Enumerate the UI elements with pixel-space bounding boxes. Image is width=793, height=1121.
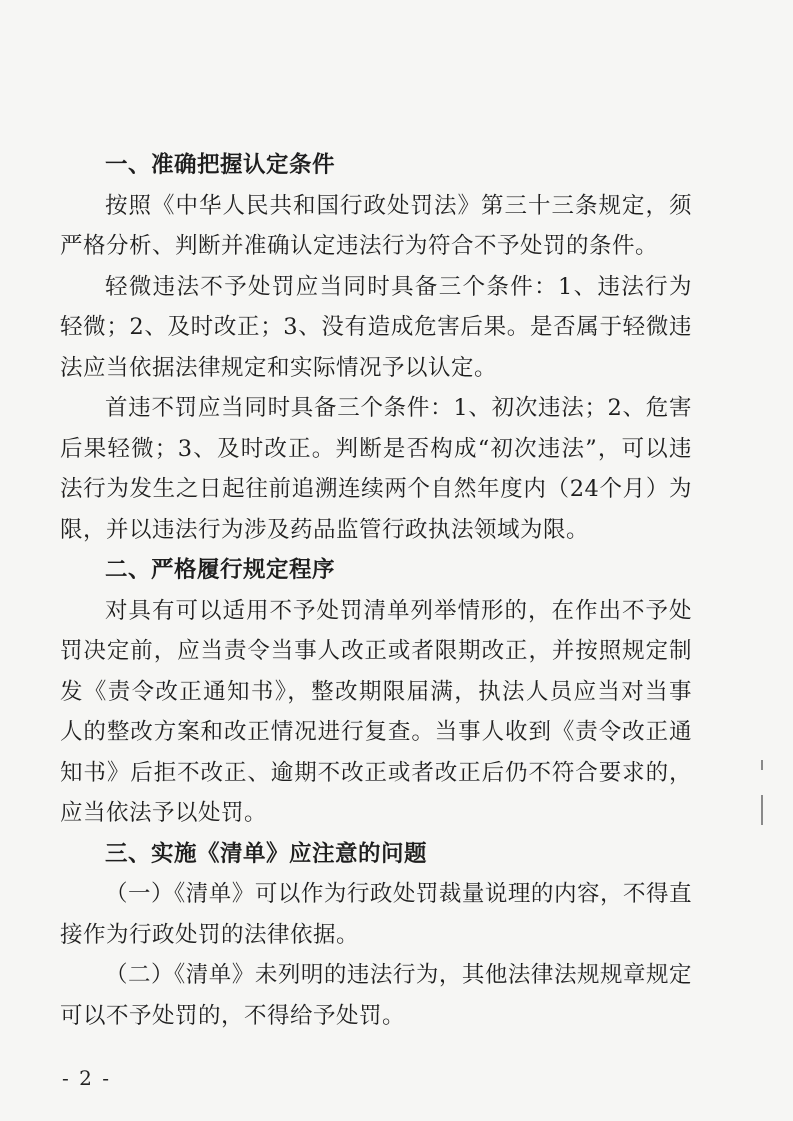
scan-edge-marks bbox=[761, 0, 771, 1121]
paragraph-1: 按照《中华人民共和国行政处罚法》第三十三条规定，须严格分析、判断并准确认定违法行为符合不予处罚的条件。 bbox=[60, 192, 692, 259]
section-heading-3: 三、实施《清单》应注意的问题 bbox=[105, 840, 428, 867]
scan-mark bbox=[761, 760, 763, 770]
paragraph-2: 轻微违法不予处罚应当同时具备三个条件：1、违法行为轻微；2、及时改正；3、没有造成危害后果。是否属于轻微违法应当依据法律规定和实际情况予以认定。 bbox=[60, 273, 692, 381]
paragraph-6: （二）《清单》未列明的违法行为，其他法律法规规章规定可以不予处罚的，不得给予处罚。 bbox=[60, 962, 692, 1029]
page-number: - 2 - bbox=[62, 1066, 111, 1090]
document-body bbox=[60, 145, 692, 1036]
paragraph-5: （一）《清单》可以作为行政处罚裁量说理的内容，不得直接作为行政处罚的法律依据。 bbox=[60, 881, 692, 948]
section-heading-1: 一、准确把握认定条件 bbox=[105, 152, 336, 178]
section-heading-2: 二、严格履行规定程序 bbox=[105, 557, 336, 583]
paragraph-3: 首违不罚应当同时具备三个条件：1、初次违法；2、危害后果轻微；3、及时改正。判断是否构成“初次违法”，可以违法行为发生之日起往前追溯连续两个自然年度内（24个月）为限，并以违法行为涉及药品监管行政执法领域为限。 bbox=[60, 395, 692, 543]
paragraph-4: 对具有可以适用不予处罚清单列举情形的，在作出不予处罚决定前，应当责令当事人改正或者限期改正，并按照规定制发《责令改正通知书》，整改期限届满，执法人员应当对当事人的整改方案和改正情况进行复查。当事人收到《责令改正通知书》后拒不改正、逾期不改正或者改正后仍不符合要求的，应当依法予以处罚。 bbox=[60, 597, 692, 826]
scan-mark bbox=[761, 795, 763, 825]
